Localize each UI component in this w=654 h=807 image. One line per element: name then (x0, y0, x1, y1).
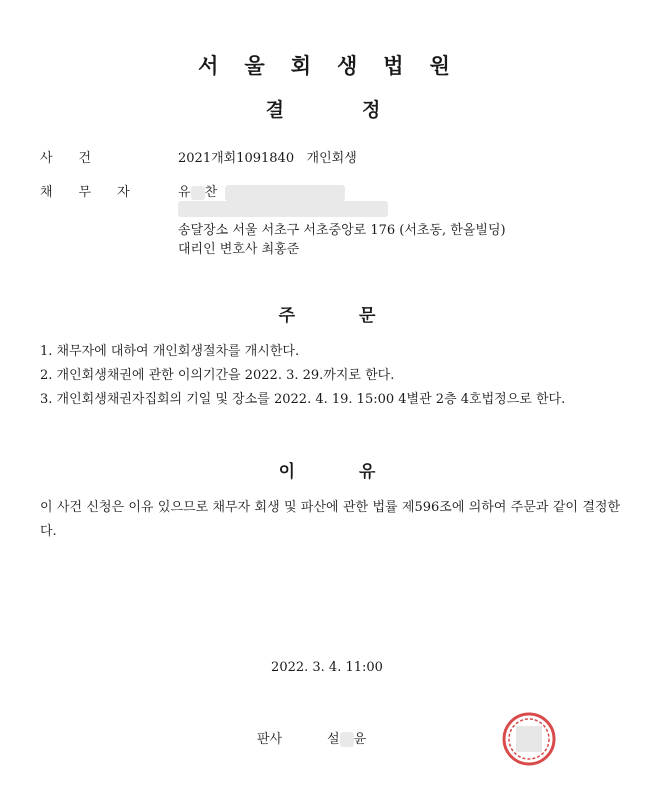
debtor-name-last: 찬 (204, 185, 218, 200)
document-type: 결정 (265, 99, 459, 121)
judge-name (327, 728, 366, 747)
order-title: 주문 (278, 306, 440, 326)
service-address: 송달장소 서울 서초구 서초중앙로 176 (서초동, 한올빌딩) (178, 223, 506, 238)
redaction-block (225, 185, 345, 201)
case-number: 2021개회1091840 (178, 151, 295, 166)
redaction-block (178, 201, 388, 217)
debtor-label: 채무자 (40, 185, 156, 200)
judge-name-first: 설 (327, 732, 340, 747)
debtor-agent: 대리인 변호사 최홍준 (178, 242, 300, 257)
debtor-name-first: 유 (178, 185, 191, 200)
judge-label: 판사 (257, 732, 283, 747)
redaction-block (191, 186, 205, 200)
order-item: 3. 개인회생채권자집회의 기일 및 장소를 2022. 4. 19. 15:00 4별관 2층 4호법정으로 한다. (40, 392, 566, 407)
order-item: 2. 개인회생채권에 관한 이의기간을 2022. 3. 29.까지로 한다. (40, 368, 395, 383)
case-label: 사건 (40, 151, 118, 166)
debtor-name (178, 181, 345, 201)
order-list (40, 340, 620, 412)
reason-text: 이 사건 신청은 이유 있으므로 채무자 회생 및 파산에 관한 법률 제596조에 의하여 주문과 같이 결정한다. (40, 500, 620, 539)
case-type: 개인회생 (306, 151, 357, 166)
court-seal-icon (501, 711, 557, 767)
debtor-address-redacted (178, 201, 388, 217)
reason-title: 이유 (278, 462, 440, 482)
case-info (178, 147, 357, 166)
order-item: 1. 채무자에 대하여 개인회생절차를 개시한다. (40, 344, 300, 359)
judge-name-last: 윤 (353, 732, 367, 747)
court-name: 서울회생법원 (198, 54, 476, 78)
redaction-block (340, 732, 354, 747)
decision-date: 2022. 3. 4. 11:00 (271, 660, 383, 675)
